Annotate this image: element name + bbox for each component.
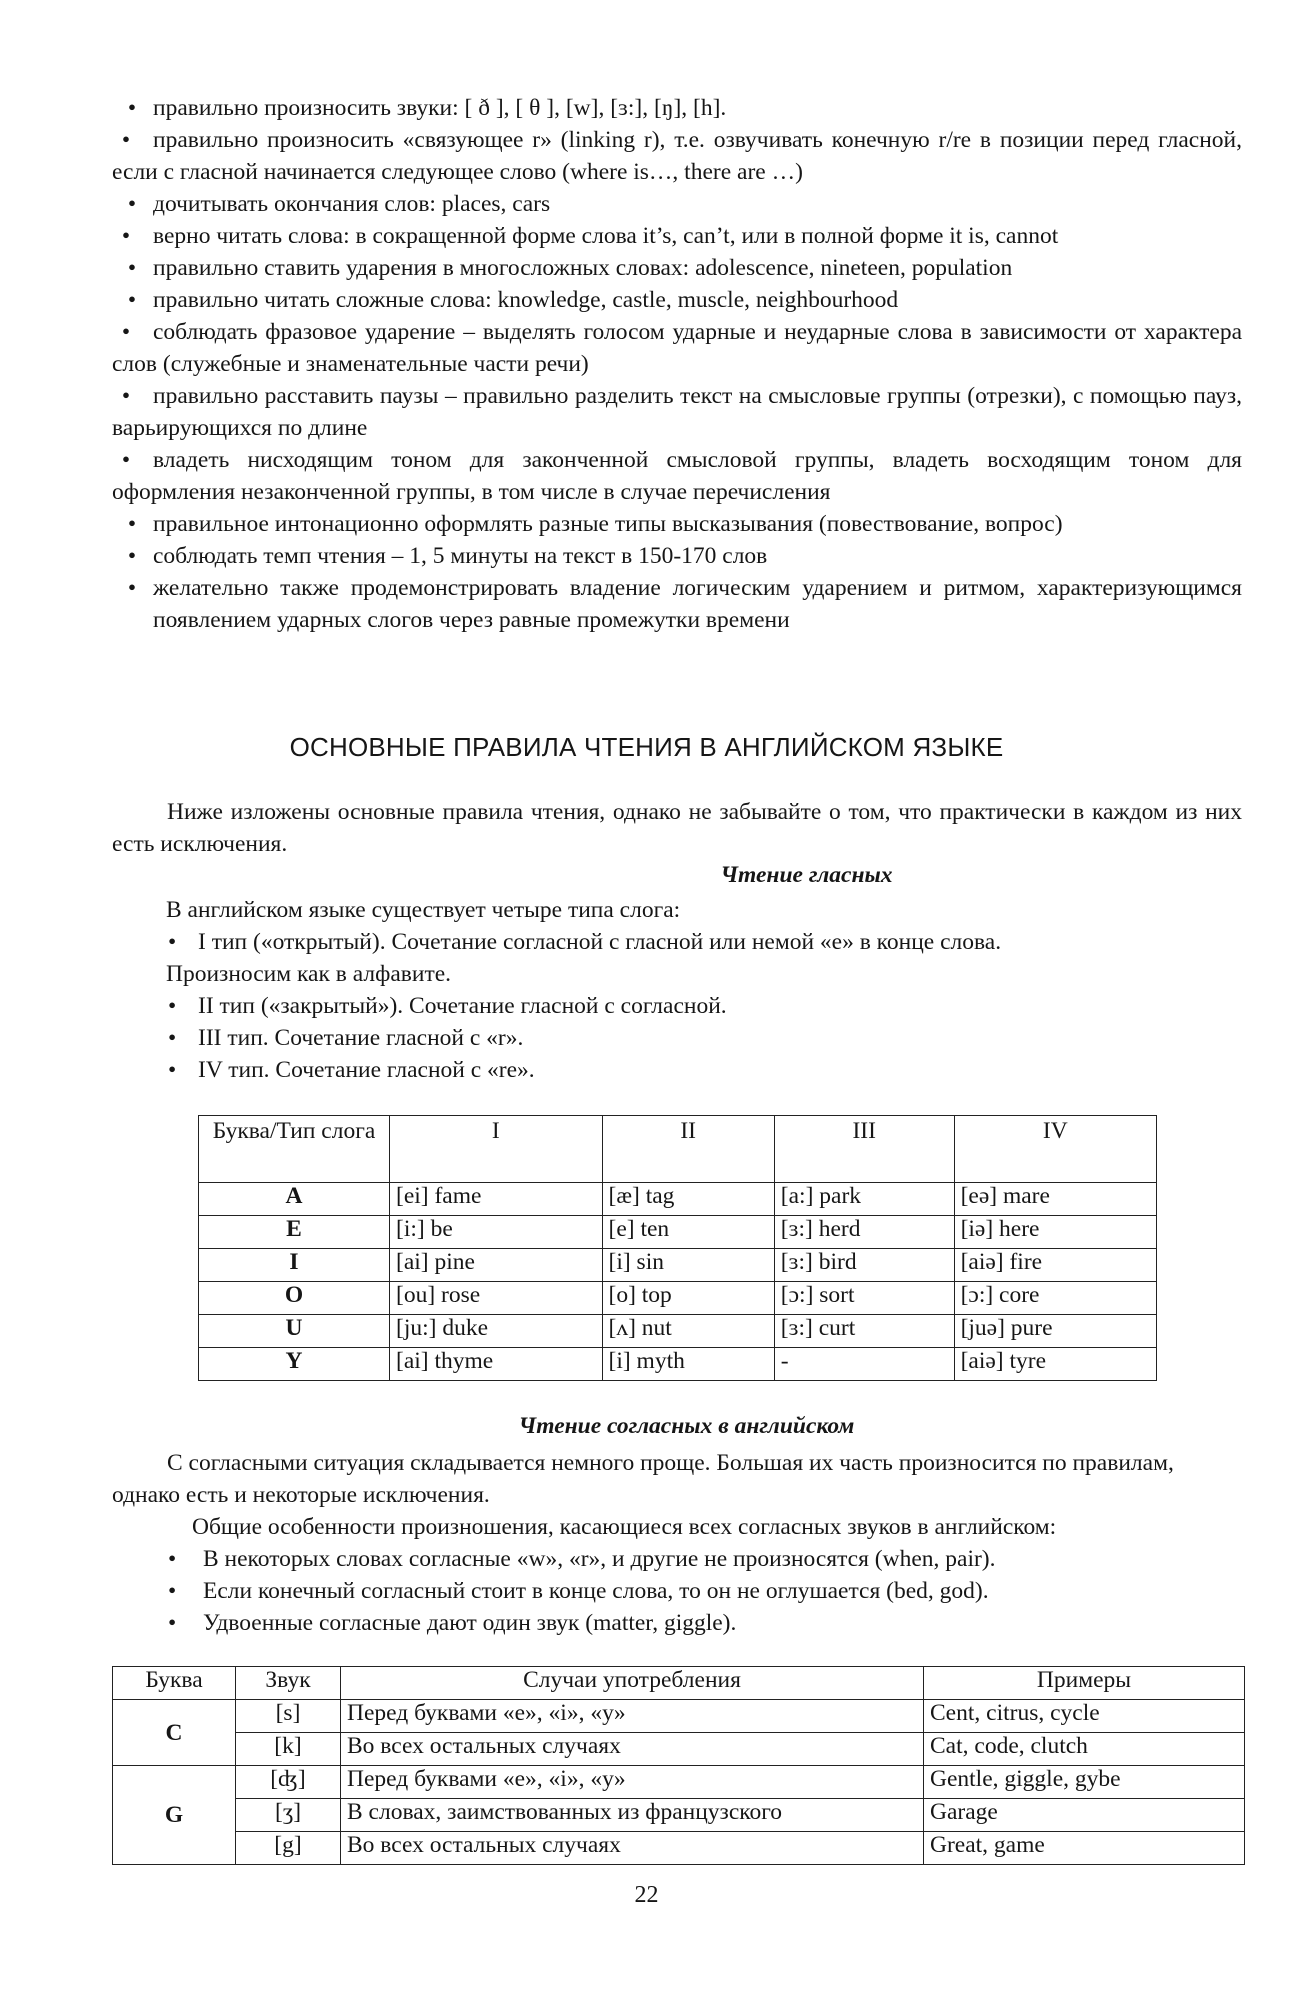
table-cell: [ɜ:] curt bbox=[774, 1315, 954, 1348]
table-cell: [ʤ] bbox=[236, 1766, 341, 1799]
table-cell: [i] sin bbox=[602, 1249, 774, 1282]
table-cell: Во всех остальных случаях bbox=[341, 1733, 924, 1766]
table-cell: A bbox=[199, 1183, 390, 1216]
table-header-row bbox=[199, 1116, 1157, 1183]
syllable-type-item: • III тип. Сочетание гласной с «r». bbox=[166, 1022, 1246, 1054]
table-cell: [ou] rose bbox=[390, 1282, 603, 1315]
table-cell: Во всех остальных случаях bbox=[341, 1832, 924, 1865]
consonant-rules-list bbox=[112, 1543, 1242, 1639]
table-header-cell: Случаи употребления bbox=[341, 1667, 924, 1700]
table-cell: [s] bbox=[236, 1700, 341, 1733]
consonant-rule-item: • Если конечный согласный стоит в конце слова, то он не оглушается (bed, god). bbox=[112, 1575, 1242, 1607]
table-cell: Перед буквами «е», «i», «y» bbox=[341, 1700, 924, 1733]
table-cell: U bbox=[199, 1315, 390, 1348]
table-cell: Перед буквами «е», «i», «y» bbox=[341, 1766, 924, 1799]
table-cell: - bbox=[774, 1348, 954, 1381]
table-cell: [ai] thyme bbox=[390, 1348, 603, 1381]
table-cell: [ju:] duke bbox=[390, 1315, 603, 1348]
table-cell: E bbox=[199, 1216, 390, 1249]
requirement-item: • правильно произносить «связующее r» (linking r), т.е. озвучивать конечную r/re в позиции перед гласной, если с гласной начинается следующее слово (where is…, there are …) bbox=[112, 124, 1242, 188]
table-row bbox=[113, 1733, 1245, 1766]
consonants-text bbox=[112, 1447, 1242, 1639]
table-header-cell: I bbox=[390, 1116, 603, 1183]
requirement-item: • правильно читать сложные слова: knowledge, castle, muscle, neighbourhood bbox=[112, 284, 1242, 316]
table-row bbox=[113, 1766, 1245, 1799]
requirement-item: • правильно расставить паузы – правильно разделить текст на смысловые группы (отрезки), с помощью пауз, варьирующихся по длине bbox=[112, 380, 1242, 444]
table-row bbox=[199, 1315, 1157, 1348]
table-cell: [a:] park bbox=[774, 1183, 954, 1216]
table-cell: Cent, citrus, cycle bbox=[924, 1700, 1245, 1733]
vowels-text bbox=[166, 894, 1246, 1086]
requirement-item: • желательно также продемонстрировать владение логическим ударением и ритмом, характеризующимся появлением ударных слогов через равные промежутки времени bbox=[112, 572, 1242, 636]
table-cell: Y bbox=[199, 1348, 390, 1381]
section-title: ОСНОВНЫЕ ПРАВИЛА ЧТЕНИЯ В АНГЛИЙСКОМ ЯЗЫКЕ bbox=[289, 732, 1004, 762]
requirement-item: • соблюдать темп чтения – 1, 5 минуты на текст в 150-170 слов bbox=[112, 540, 1242, 572]
table-cell: G bbox=[113, 1766, 236, 1865]
requirements-list bbox=[112, 92, 1242, 636]
table-cell: [i] myth bbox=[602, 1348, 774, 1381]
requirement-item: • правильное интонационно оформлять разные типы высказывания (повествование, вопрос) bbox=[112, 508, 1242, 540]
syllable-type-item: • I тип («открытый). Сочетание согласной с гласной или немой «е» в конце слова. bbox=[166, 926, 1246, 958]
table-cell: [iə] here bbox=[954, 1216, 1156, 1249]
table-cell: Gentle, giggle, gybe bbox=[924, 1766, 1245, 1799]
table-cell: Cat, code, clutch bbox=[924, 1733, 1245, 1766]
table-cell: Garage bbox=[924, 1799, 1245, 1832]
table-header-cell: Буква/Тип слога bbox=[199, 1116, 390, 1183]
consonant-rule-item: • Удвоенные согласные дают один звук (matter, giggle). bbox=[112, 1607, 1242, 1639]
requirement-item: • правильно ставить ударения в многосложных словах: adolescence, nineteen, population bbox=[112, 252, 1242, 284]
table-row bbox=[199, 1249, 1157, 1282]
table-cell: [ɔ:] sort bbox=[774, 1282, 954, 1315]
table-cell: [eə] mare bbox=[954, 1183, 1156, 1216]
requirement-item: • соблюдать фразовое ударение – выделять голосом ударные и неударные слова в зависимости от характера слов (служебные и знаменательные части речи) bbox=[112, 316, 1242, 380]
vowels-subheading: Чтение гласных bbox=[720, 862, 893, 888]
table-cell: [ɜ:] bird bbox=[774, 1249, 954, 1282]
table-cell: [i:] be bbox=[390, 1216, 603, 1249]
table-cell: [aiə] tyre bbox=[954, 1348, 1156, 1381]
table-cell: [æ] tag bbox=[602, 1183, 774, 1216]
table-row bbox=[199, 1216, 1157, 1249]
table-row bbox=[113, 1799, 1245, 1832]
vowels-table bbox=[198, 1115, 1157, 1381]
table-cell: [o] top bbox=[602, 1282, 774, 1315]
table-cell: [ʒ] bbox=[236, 1799, 341, 1832]
consonants-paragraph: С согласными ситуация складывается немного проще. Большая их часть произносится по правилам, однако есть и некоторые исключения. bbox=[112, 1450, 1174, 1508]
table-header-cell: Примеры bbox=[924, 1667, 1245, 1700]
table-cell: [k] bbox=[236, 1733, 341, 1766]
requirement-item: • владеть нисходящим тоном для законченной смысловой группы, владеть восходящим тоном для оформления незаконченной группы, в том числе в случае перечисления bbox=[112, 444, 1242, 508]
table-header-cell: II bbox=[602, 1116, 774, 1183]
consonants-table bbox=[112, 1666, 1245, 1865]
consonant-rule-item: • В некоторых словах согласные «w», «r», и другие не произносятся (when, pair). bbox=[112, 1543, 1242, 1575]
table-cell: [e] ten bbox=[602, 1216, 774, 1249]
table-cell: В словах, заимствованных из французского bbox=[341, 1799, 924, 1832]
table-header-cell: III bbox=[774, 1116, 954, 1183]
table-cell: [ɜ:] herd bbox=[774, 1216, 954, 1249]
table-header-row bbox=[113, 1667, 1245, 1700]
intro-paragraph: Ниже изложены основные правила чтения, однако не забывайте о том, что практически в каждом из них есть исключения. bbox=[112, 799, 1242, 857]
table-cell: Great, game bbox=[924, 1832, 1245, 1865]
page-number: 22 bbox=[634, 1882, 659, 1908]
table-cell: [aiə] fire bbox=[954, 1249, 1156, 1282]
table-cell: [g] bbox=[236, 1832, 341, 1865]
requirement-item: • верно читать слова: в сокращенной форме слова it’s, can’t, или в полной форме it is, cannot bbox=[112, 220, 1242, 252]
consonants-subheading: Чтение согласных в английском bbox=[518, 1413, 855, 1439]
table-cell: [ʌ] nut bbox=[602, 1315, 774, 1348]
table-row bbox=[199, 1348, 1157, 1381]
table-row bbox=[113, 1700, 1245, 1733]
requirement-item: • правильно произносить звуки: [ ð ], [ θ ], [w], [ɜ:], [ŋ], [h]. bbox=[112, 92, 1242, 124]
table-cell: [ɔ:] core bbox=[954, 1282, 1156, 1315]
table-header-cell: Звук bbox=[236, 1667, 341, 1700]
table-header-cell: Буква bbox=[113, 1667, 236, 1700]
table-cell: [ai] pine bbox=[390, 1249, 603, 1282]
table-header-cell: IV bbox=[954, 1116, 1156, 1183]
table-cell: [juə] pure bbox=[954, 1315, 1156, 1348]
requirement-item: • дочитывать окончания слов: places, cars bbox=[112, 188, 1242, 220]
syllable-type-item: • II тип («закрытый»). Сочетание гласной с согласной. bbox=[166, 990, 1246, 1022]
table-row bbox=[199, 1282, 1157, 1315]
table-cell: I bbox=[199, 1249, 390, 1282]
table-row bbox=[113, 1832, 1245, 1865]
syllable-type-item: • IV тип. Сочетание гласной с «re». bbox=[166, 1054, 1246, 1086]
consonants-paragraph: Общие особенности произношения, касающиеся всех согласных звуков в английском: bbox=[192, 1514, 1057, 1540]
vowels-lead: В английском языке существует четыре типа слога: bbox=[166, 897, 681, 923]
syllable-types-list bbox=[166, 926, 1246, 1086]
table-cell: [ei] fame bbox=[390, 1183, 603, 1216]
table-row bbox=[199, 1183, 1157, 1216]
table-cell: C bbox=[113, 1700, 236, 1766]
syllable-type-continuation: Произносим как в алфавите. bbox=[166, 961, 452, 987]
table-cell: O bbox=[199, 1282, 390, 1315]
